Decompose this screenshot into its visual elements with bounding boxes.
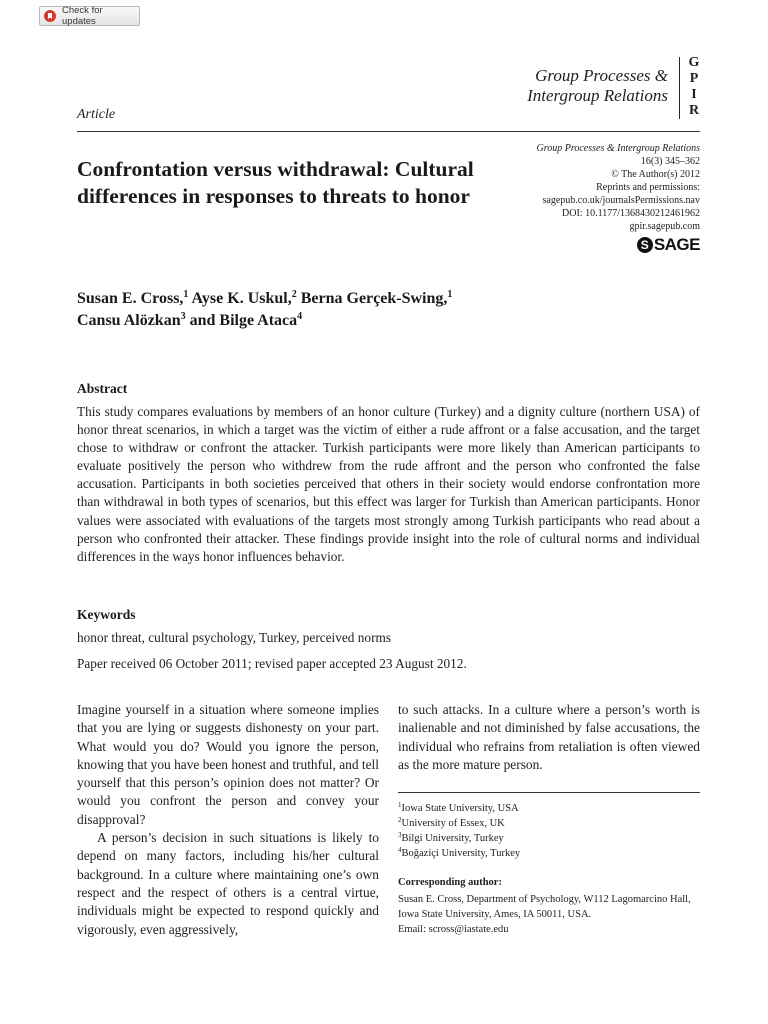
affiliation-text: University of Essex, UK: [401, 818, 505, 829]
affiliation-item: [398, 801, 700, 816]
author-affiliation-mark: 4: [297, 311, 303, 322]
affiliation-text: Iowa State University, USA: [401, 803, 519, 814]
body-column-left: [77, 701, 379, 939]
article-meta: [536, 142, 700, 233]
affiliation-text: Boğaziçi University, Turkey: [401, 848, 521, 859]
sage-logo-icon: S: [637, 237, 653, 253]
meta-site-link[interactable]: gpir.sagepub.com: [629, 221, 700, 232]
journal-acronym: [686, 55, 702, 119]
author-name: Berna Gerçek-Swing,: [300, 290, 448, 307]
affiliation-item: [398, 816, 700, 831]
affiliation-item: [398, 846, 700, 861]
corresponding-author-email[interactable]: Email: scross@iastate.edu: [398, 924, 509, 935]
meta-doi[interactable]: DOI: 10.1177/1368430212461962: [562, 208, 700, 219]
body-paragraph: A person’s decision in such situations is likely to depend on many factors, including his/her cultural background. In a culture where maintaining one’s own respect and the respect of others is a central virtue, individuals might be expected to respond quickly and vigorously, even aggressively,: [77, 830, 379, 937]
affiliation-text: Bilgi University, Turkey: [401, 833, 504, 844]
author-name: Susan E. Cross,: [77, 290, 184, 307]
affiliation-mark: 2: [398, 816, 402, 824]
acronym-letter: P: [689, 71, 699, 86]
journal-name-line2: Intergroup Relations: [527, 86, 668, 105]
author-affiliation-mark: 2: [291, 289, 297, 300]
journal-divider: [679, 57, 680, 119]
publisher-logo: [637, 235, 700, 255]
author-affiliation-mark: 1: [447, 289, 453, 300]
abstract-heading: Abstract: [77, 381, 128, 396]
corresponding-author-address: Susan E. Cross, Department of Psychology, W112 Lagomarcino Hall, Iowa State University, Ames, IA 50011, USA.: [398, 894, 691, 920]
author-name: Ayse K. Uskul,: [191, 290, 292, 307]
body-paragraph: to such attacks. In a culture where a person’s worth is inalienable and not diminished by false accusations, the individual who refrains from retaliation is often viewed as the more mature person.: [398, 702, 700, 772]
article-title: Confrontation versus withdrawal: Cultural differences in responses to threats to honor: [77, 157, 474, 208]
meta-journal: Group Processes & Intergroup Relations: [536, 143, 700, 154]
header-divider: [77, 131, 700, 132]
affiliation-mark: 4: [398, 846, 402, 854]
affiliation-item: [398, 831, 700, 846]
corresponding-author-details: [398, 892, 703, 937]
affiliation-list: [398, 801, 700, 861]
keywords-heading: Keywords: [77, 607, 136, 622]
check-for-updates-button[interactable]: [39, 6, 140, 26]
acronym-letter: G: [688, 55, 700, 70]
abstract-text: This study compares evaluations by members of an honor culture (Turkey) and a dignity culture (northern USA) of honor threat scenarios, in which a target was the victim of either a rude affront or a false accusation, and the target chose to withdraw or confront the attacker. Turkish participants were more likely than American participants to evaluate positively the person who withdrew from the rude affront and the person who confronted the false accusation. Participants in both societies perceived that others in their society would endorse confrontation more than withdrawal in both types of scenarios, but this effect was larger for Turkish than American participants. Honor values were associated with evaluations of the targets most strongly among Turkish participants who read about a person who confronted their attacker. These findings provide insight into the role of cultural norms and individual differences in the ways honor influences behavior.: [77, 404, 700, 564]
article-type-label: Article: [77, 107, 116, 122]
footnote-divider: [398, 792, 700, 793]
meta-reprints-link[interactable]: sagepub.co.uk/journalsPermissions.nav: [542, 195, 700, 206]
author-list: [77, 288, 597, 332]
corresponding-author-heading: Corresponding author:: [398, 877, 502, 888]
author-name: Cansu Alözkan: [77, 312, 181, 329]
keywords-text: honor threat, cultural psychology, Turkey, perceived norms: [77, 630, 392, 645]
meta-reprints-label: Reprints and permissions:: [596, 182, 700, 193]
publisher-name: SAGE: [653, 235, 700, 254]
affiliation-mark: 1: [398, 801, 402, 809]
meta-volume: 16(3) 345–362: [640, 156, 700, 167]
author-name: and Bilge Ataca: [189, 312, 298, 329]
journal-name-line1: Group Processes &: [535, 66, 668, 85]
received-dates: Paper received 06 October 2011; revised paper accepted 23 August 2012.: [77, 656, 467, 671]
author-affiliation-mark: 1: [183, 289, 189, 300]
affiliation-mark: 3: [398, 831, 402, 839]
author-affiliation-mark: 3: [180, 311, 186, 322]
body-paragraph: Imagine yourself in a situation where someone implies that you are lying or suggests dishonesty on your part. What would you do? Would you ignore the person, knowing that you have been honest and truthful, and tell yourself that this person’s opinion does not matter? Or would you confront the person and convey your disapproval?: [77, 702, 379, 827]
check-for-updates-label: Check for updates: [62, 5, 103, 27]
acronym-letter: R: [688, 103, 700, 118]
journal-name: [527, 66, 668, 106]
meta-copyright: © The Author(s) 2012: [611, 169, 700, 180]
acronym-letter: I: [691, 87, 697, 102]
bookmark-icon: [44, 10, 56, 22]
body-column-right: [398, 701, 700, 774]
